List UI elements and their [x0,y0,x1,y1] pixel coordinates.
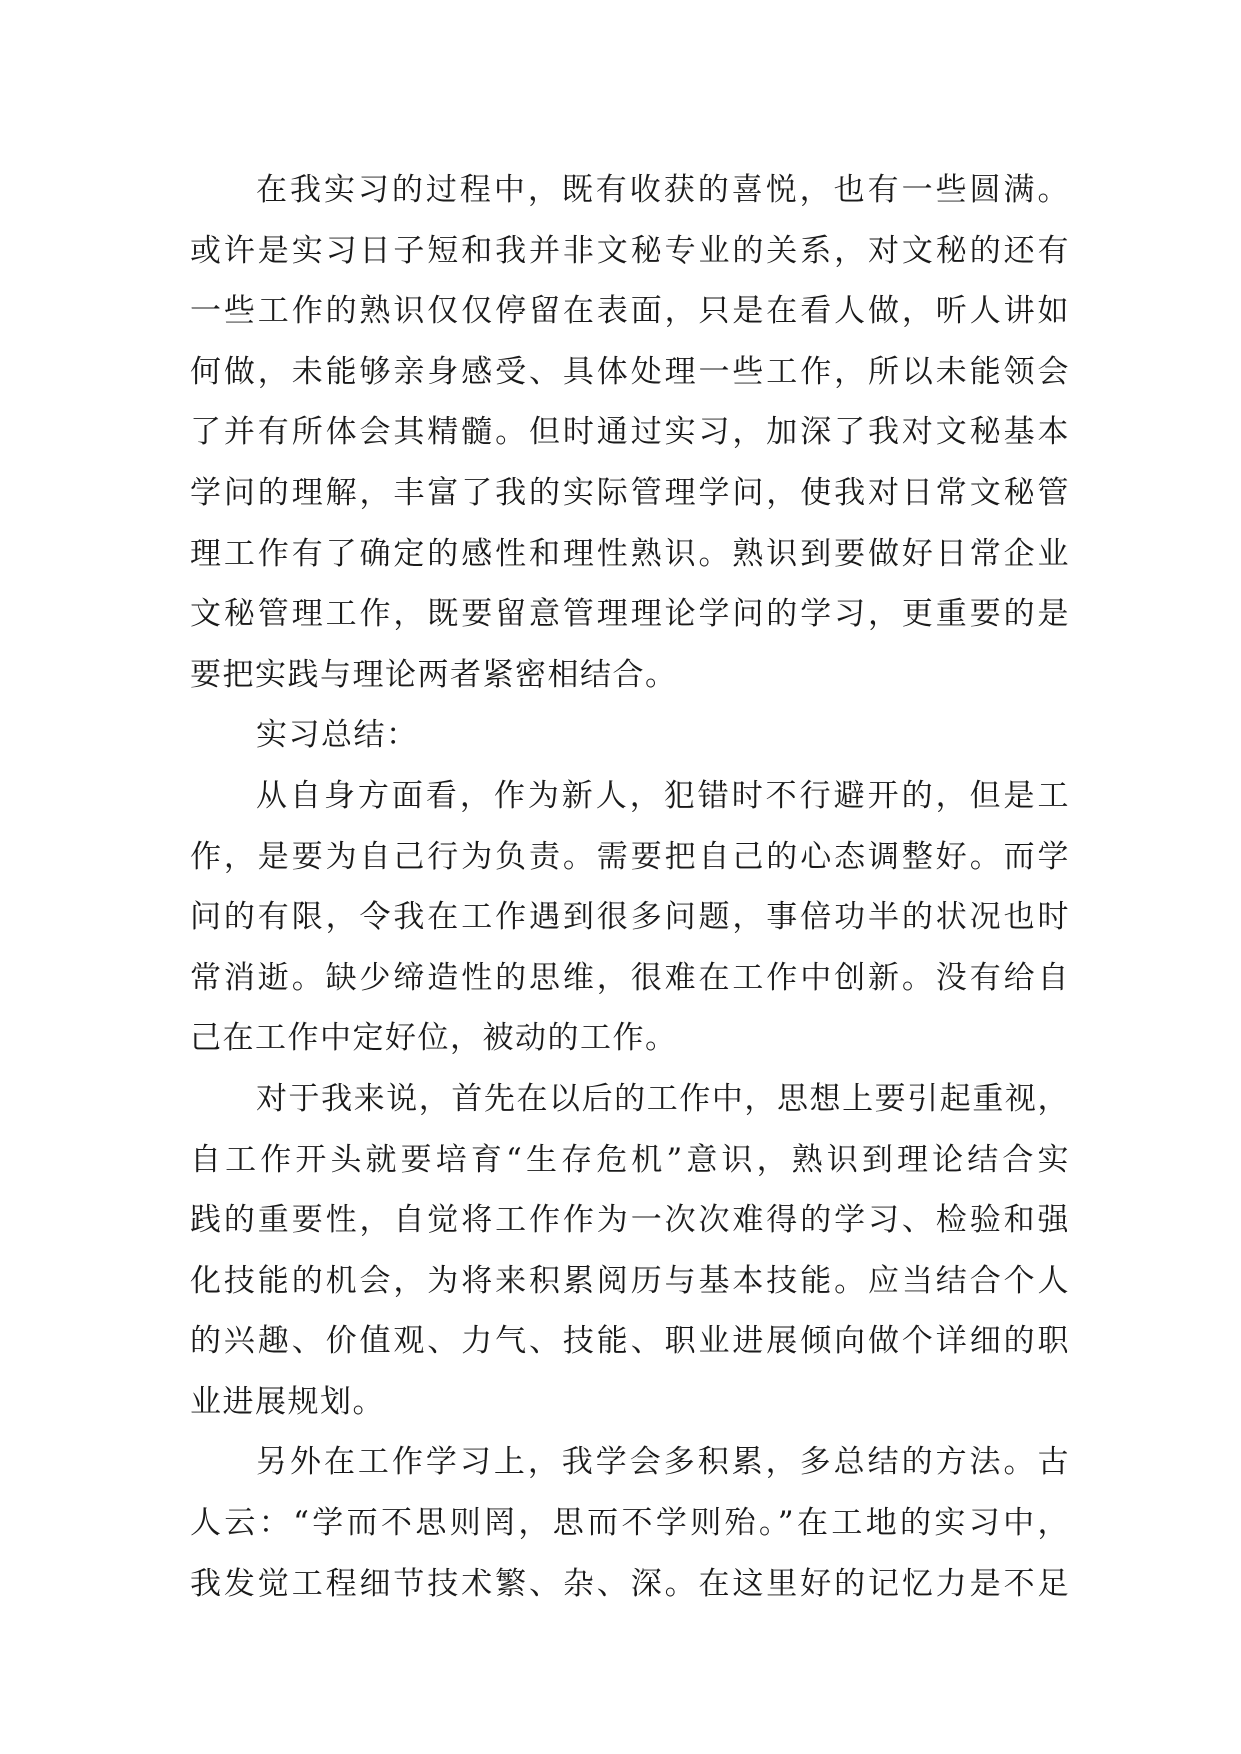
paragraph-line: 文秘管理工作，既要留意管理理论学问的学习，更重要的是 [190,596,1070,633]
paragraph-line: 人云：“学而不思则罔，思而不学则殆。”在工地的实习中， [190,1505,1070,1542]
paragraph-line: 践的重要性，自觉将工作作为一次次难得的学习、检验和强 [190,1202,1070,1239]
paragraph-line: 学问的理解，丰富了我的实际管理学问，使我对日常文秘管 [190,474,1070,511]
paragraph-line: 要把实践与理论两者紧密相结合。 [190,656,678,693]
document-body [190,160,1070,1614]
paragraph-line: 在我实习的过程中，既有收获的喜悦，也有一些圆满。 [256,172,1070,208]
paragraph-line: 常消逝。缺少缔造性的思维，很难在工作中创新。没有给自 [190,959,1070,996]
paragraph-line: 一些工作的熟识仅仅停留在表面，只是在看人做，听人讲如 [190,293,1070,330]
paragraph-line: 问的有限，令我在工作遇到很多问题，事倍功半的状况也时 [190,899,1070,936]
paragraph-line: 对于我来说，首先在以后的工作中，思想上要引起重视， [256,1080,1070,1117]
paragraph-line: 作，是要为自己行为负责。需要把自己的心态调整好。而学 [190,838,1070,875]
paragraph-line: 化技能的机会，为将来积累阅历与基本技能。应当结合个人 [190,1262,1070,1299]
paragraph-line: 理工作有了确定的感性和理性熟识。熟识到要做好日常企业 [190,535,1070,572]
paragraph-line: 业进展规划。 [190,1383,385,1420]
paragraph-line: 了并有所体会其精髓。但时通过实习，加深了我对文秘基本 [190,414,1070,451]
paragraph-line: 自工作开头就要培育“生存危机”意识，熟识到理论结合实 [190,1141,1070,1178]
paragraph-line: 或许是实习日子短和我并非文秘专业的关系，对文秘的还有 [190,232,1070,269]
paragraph-line: 的兴趣、价值观、力气、技能、职业进展倾向做个详细的职 [190,1323,1070,1360]
paragraph-line: 己在工作中定好位，被动的工作。 [190,1020,678,1057]
paragraph-line: 从自身方面看，作为新人，犯错时不行避开的，但是工 [256,777,1070,814]
paragraph-line: 另外在工作学习上，我学会多积累，多总结的方法。古 [256,1444,1070,1481]
paragraph-line: 何做，未能够亲身感受、具体处理一些工作，所以未能领会 [190,353,1070,390]
paragraph-line: 我发觉工程细节技术繁、杂、深。在这里好的记忆力是不足 [190,1565,1070,1602]
section-heading: 实习总结： [256,717,419,754]
